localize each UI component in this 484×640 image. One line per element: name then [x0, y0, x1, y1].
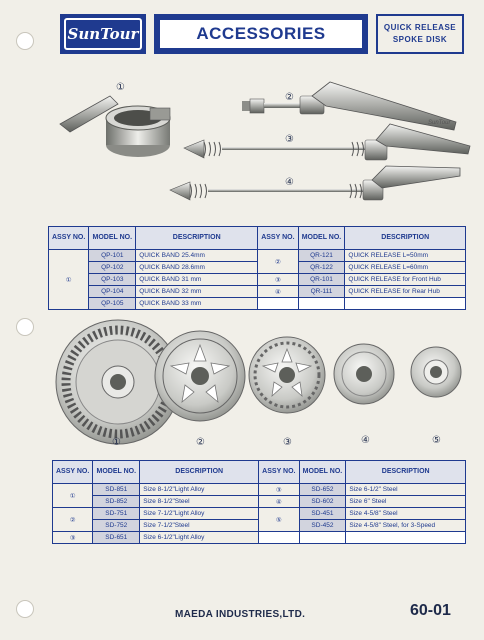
- page-title: ACCESSORIES: [160, 20, 362, 48]
- model-cell: QP-105: [89, 298, 136, 310]
- binder-hole: [16, 600, 34, 618]
- col-model-no: MODEL NO.: [299, 461, 346, 484]
- description-cell: QUICK BAND 31 mm: [136, 274, 258, 286]
- col-assy-no: ASSY NO.: [258, 227, 298, 250]
- assy-cell: ③: [259, 484, 299, 496]
- spoke-disk-5: [411, 347, 461, 397]
- model-cell: SD-752: [93, 520, 140, 532]
- description-cell: Size 7-1/2"Light Alloy: [140, 508, 259, 520]
- model-cell: SD-652: [299, 484, 346, 496]
- col-description: DESCRIPTION: [136, 227, 258, 250]
- assy-cell: ⑤: [259, 508, 299, 532]
- assy-cell: ③: [53, 532, 93, 544]
- col-description: DESCRIPTION: [140, 461, 259, 484]
- table-row: [53, 508, 466, 520]
- label-disk-4: ④: [361, 435, 370, 446]
- spoke-disk-4: [334, 344, 394, 404]
- assy-cell: ④: [259, 496, 299, 508]
- model-cell: QP-102: [89, 262, 136, 274]
- description-cell: QUICK RELEASE L=60mm: [345, 262, 466, 274]
- label-assy-3: ③: [285, 134, 294, 145]
- model-cell: QP-101: [89, 250, 136, 262]
- description-cell: QUICK BAND 28.6mm: [136, 262, 258, 274]
- empty-cell: [259, 532, 299, 544]
- model-cell: SD-451: [299, 508, 346, 520]
- model-cell: SD-751: [93, 508, 140, 520]
- assy-cell: ③: [258, 274, 298, 286]
- company-name: MAEDA INDUSTRIES,LTD.: [175, 609, 306, 620]
- subtitle-line-1: QUICK RELEASE: [383, 23, 457, 32]
- model-cell: QP-104: [89, 286, 136, 298]
- model-cell: QR-101: [298, 274, 345, 286]
- description-cell: QUICK BAND 33 mm: [136, 298, 258, 310]
- description-cell: QUICK RELEASE for Rear Hub: [345, 286, 466, 298]
- description-cell: Size 8-1/2"Steel: [140, 496, 259, 508]
- description-cell: Size 6" Steel: [346, 496, 466, 508]
- description-cell: QUICK RELEASE for Front Hub: [345, 274, 466, 286]
- assy-cell: ②: [53, 508, 93, 532]
- assy-cell: ④: [258, 286, 298, 298]
- model-cell: QR-121: [298, 250, 345, 262]
- empty-cell: [299, 532, 346, 544]
- model-cell: SD-651: [93, 532, 140, 544]
- table-row: [53, 484, 466, 496]
- model-cell: QR-111: [298, 286, 345, 298]
- label-assy-4: ④: [285, 177, 294, 188]
- assy-cell: ①: [53, 484, 93, 508]
- model-cell: SD-851: [93, 484, 140, 496]
- description-cell: QUICK RELEASE L=50mm: [345, 250, 466, 262]
- label-disk-1: ①: [112, 437, 121, 448]
- logo-text: SunTour: [64, 18, 142, 50]
- label-assy-1: ①: [116, 82, 125, 93]
- lever-brand-text: SunTour: [428, 120, 451, 126]
- label-disk-2: ②: [196, 437, 205, 448]
- model-cell: SD-452: [299, 520, 346, 532]
- col-model-no: MODEL NO.: [298, 227, 345, 250]
- col-description: DESCRIPTION: [346, 461, 466, 484]
- description-cell: Size 8-1/2"Light Alloy: [140, 484, 259, 496]
- spoke-disk-table: [52, 460, 466, 544]
- description-cell: Size 6-1/2"Light Alloy: [140, 532, 259, 544]
- col-assy-no: ASSY NO.: [49, 227, 89, 250]
- col-model-no: MODEL NO.: [93, 461, 140, 484]
- description-cell: Size 4-5/8" Steel, for 3-Speed: [346, 520, 466, 532]
- description-cell: QUICK BAND 25.4mm: [136, 250, 258, 262]
- subtitle-line-2: SPOKE DISK: [392, 35, 448, 44]
- model-cell: QP-103: [89, 274, 136, 286]
- model-cell: SD-602: [299, 496, 346, 508]
- description-cell: Size 6-1/2" Steel: [346, 484, 466, 496]
- page-number: 60-01: [410, 602, 451, 619]
- spoke-disk-3: [249, 337, 325, 413]
- label-disk-3: ③: [283, 437, 292, 448]
- description-cell: Size 7-1/2"Steel: [140, 520, 259, 532]
- table-row: [53, 496, 466, 508]
- assy-cell: ①: [49, 250, 89, 310]
- label-assy-2: ②: [285, 92, 294, 103]
- col-model-no: MODEL NO.: [89, 227, 136, 250]
- spoke-disk-2: [155, 331, 245, 421]
- description-cell: QUICK BAND 32 mm: [136, 286, 258, 298]
- col-assy-no: ASSY NO.: [259, 461, 299, 484]
- table-row: [53, 532, 466, 544]
- assy-cell: ②: [258, 250, 298, 274]
- empty-cell: [346, 532, 466, 544]
- model-cell: SD-852: [93, 496, 140, 508]
- col-description: DESCRIPTION: [345, 227, 466, 250]
- label-disk-5: ⑤: [432, 435, 441, 446]
- description-cell: Size 4-5/8" Steel: [346, 508, 466, 520]
- model-cell: QR-122: [298, 262, 345, 274]
- col-assy-no: ASSY NO.: [53, 461, 93, 484]
